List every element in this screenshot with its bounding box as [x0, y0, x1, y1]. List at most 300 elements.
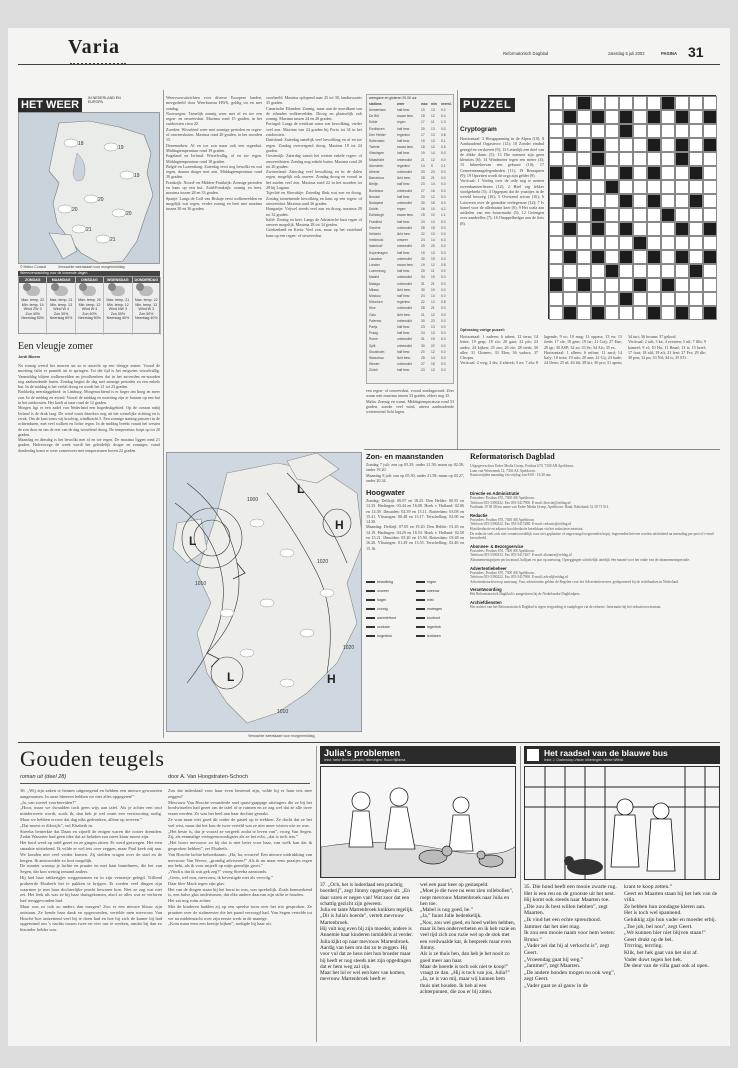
section-rule-right — [364, 449, 720, 450]
crossword-cell[interactable] — [605, 96, 619, 110]
station-table-row — [369, 220, 453, 224]
colofon-block-text: Postadres: Postbus 670, 7300 AR Apeldoorn. Telefoon 055-5390222. Fax 055-5417900. E-mail: advrd@refdag.nl Advertentietarieven op aanvraag. Voor advertenties gelden de Regelen voor het Advertentiewezen, gedeponeerd bij de rechtbanken in Nederland. — [470, 570, 679, 584]
crossword-block — [661, 96, 675, 110]
station-table-cell: 0.0 — [441, 194, 446, 199]
map-label-high-1: H — [335, 518, 344, 532]
map-label-high-2: H — [327, 672, 336, 686]
legend-label: zonnig — [377, 607, 388, 611]
netherlands-map-svg — [19, 113, 160, 264]
crossword-cell[interactable] — [689, 96, 703, 110]
crossword-block — [577, 278, 591, 292]
crossword-cell[interactable] — [675, 180, 689, 194]
crossword-cell[interactable] — [661, 264, 675, 278]
crossword-cell[interactable] — [703, 152, 717, 166]
station-table-cell: 13 — [431, 126, 435, 131]
crossword-cell[interactable] — [703, 180, 717, 194]
crossword-cell[interactable] — [619, 264, 633, 278]
crossword-cell[interactable] — [661, 306, 675, 320]
station-table-cell: onbewolkt — [397, 306, 412, 311]
julia-col-1: 37. „Och, het is inderdaad een prachtig boerderij”, zegt Jimmy opgetogen uit. „En daar varen er negen van! Wat zoor dat een schattig gezicht zijn geweest. Julia en tante Martenbroek knikken tegelijk. „Dit is Julia's boerde”, vertelt mevrouw Martenbroek. Hij vult nog even bij zijn moeder, andere is Annemie haar kinderen inmiddels al verder. Julia kijkt op naar mevrouw Martenbroek. Aardig van hem om dat zo te zeggen. Hij voor vul dat ze heus niet hun broeder maar hij heeft er nog steeds niet zijn opgedragen dat er hem weg zal zijn. Maar het lol er wel een keer van komen, mevrouw Martenbroek heeft er — [320, 882, 414, 983]
crossword-cell[interactable] — [605, 166, 619, 180]
crossword-cell[interactable] — [633, 152, 647, 166]
crossword-cell[interactable] — [675, 236, 689, 250]
station-table-cell: Rotterdam — [369, 139, 385, 143]
crossword-cell[interactable] — [577, 264, 591, 278]
crossword-cell[interactable] — [549, 194, 563, 208]
station-table-row — [369, 331, 453, 335]
legend-label: hogedruk — [377, 634, 392, 638]
crossword-cell[interactable] — [647, 222, 661, 236]
crossword-cell[interactable] — [703, 124, 717, 138]
station-table-cell: Dublin — [369, 207, 379, 212]
crossword-block — [619, 222, 633, 236]
crossword-cell[interactable] — [661, 110, 675, 124]
crossword-cell[interactable] — [563, 278, 577, 292]
crossword-cell[interactable] — [675, 96, 689, 110]
station-table-cell: 13 — [431, 132, 435, 137]
crossword-cell[interactable] — [577, 236, 591, 250]
crossword-cell[interactable] — [605, 110, 619, 124]
crossword-cell[interactable] — [549, 152, 563, 166]
station-table-cell: 20 — [421, 349, 425, 354]
crossword-cell[interactable] — [605, 236, 619, 250]
station-table-cell: 0.0 — [441, 356, 446, 360]
crossword-cell[interactable] — [577, 180, 591, 194]
puzzle-solution-title: Oplossing vorige puzzel: — [460, 328, 505, 332]
crossword-cell[interactable] — [703, 208, 717, 222]
crossword-block — [591, 208, 605, 222]
page-number: 31 — [688, 44, 704, 60]
crossword-cell[interactable] — [703, 194, 717, 208]
crossword-cell[interactable] — [633, 194, 647, 208]
legend-symbol-icon — [366, 617, 375, 619]
legend-label: isobaren — [427, 634, 441, 638]
legend-symbol-icon — [416, 608, 425, 610]
station-table-cell: Vlissingen — [369, 151, 385, 156]
forecast-day-name: DONDERDAG — [134, 278, 159, 282]
crossword-cell[interactable] — [675, 208, 689, 222]
crossword-cell[interactable] — [619, 306, 633, 320]
station-table-cell: Brussel — [369, 194, 380, 199]
crossword-cell[interactable] — [591, 264, 605, 278]
crossword-cell[interactable] — [577, 110, 591, 124]
legend-label: sneeuw — [427, 589, 440, 593]
crossword-cell[interactable] — [577, 124, 591, 138]
crossword-cell[interactable] — [675, 292, 689, 306]
hoogwater-title: Hoogwater — [366, 488, 405, 497]
station-table-cell: 34 — [421, 275, 425, 280]
crossword-cell[interactable] — [549, 236, 563, 250]
station-table-cell: 17 — [421, 132, 425, 137]
svg-text:20: 20 — [72, 207, 78, 213]
station-table-cell: 24 — [431, 170, 435, 174]
station-table-cell: 19 — [421, 263, 425, 267]
station-table-cell: 21 — [431, 281, 435, 286]
crossword-cell[interactable] — [647, 96, 661, 110]
station-table-cell: onbewolkt — [397, 343, 412, 348]
crossword-cell[interactable] — [689, 278, 703, 292]
crossword-cell[interactable] — [577, 194, 591, 208]
crossword-cell[interactable] — [563, 96, 577, 110]
crossword-cell[interactable] — [563, 124, 577, 138]
svg-text:19: 19 — [118, 145, 124, 151]
station-table-cell: 16 — [421, 207, 425, 212]
crossword-cell[interactable] — [633, 292, 647, 306]
legend-label: lagedruk — [427, 625, 441, 629]
crossword-cell[interactable] — [689, 236, 703, 250]
crossword-cell[interactable] — [605, 138, 619, 152]
crossword-cell[interactable] — [577, 138, 591, 152]
station-table-cell: onbewolkt — [397, 170, 412, 174]
crossword-cell[interactable] — [633, 110, 647, 124]
crossword-cell[interactable] — [591, 180, 605, 194]
legend-label: regen — [427, 580, 437, 584]
station-table-cell: zwaar bew. — [397, 213, 414, 218]
crossword-cell[interactable] — [549, 208, 563, 222]
crossword-cell[interactable] — [661, 250, 675, 264]
crossword-cell[interactable] — [577, 306, 591, 320]
crossword-cell[interactable] — [661, 124, 675, 138]
raadsel-title: Het raadsel van de blauwe bus — [544, 748, 668, 758]
crossword-cell[interactable] — [689, 180, 703, 194]
crossword-cell[interactable] — [619, 138, 633, 152]
header-rule — [18, 64, 720, 65]
crossword-cell[interactable] — [605, 278, 619, 292]
crossword-cell[interactable] — [563, 180, 577, 194]
section-header — [68, 36, 208, 59]
crossword-cell[interactable] — [549, 222, 563, 236]
legend-label: koufront — [427, 616, 440, 620]
raadsel-illustration-svg — [525, 767, 720, 880]
puzzle-subtitle: Cryptogram — [460, 126, 497, 133]
crossword-cell[interactable] — [563, 152, 577, 166]
station-table-cell: Stockholm — [369, 349, 385, 354]
crossword-block — [619, 194, 633, 208]
station-table-cell: 18 — [421, 114, 425, 119]
crossword-cell[interactable] — [689, 250, 703, 264]
crossword-cell[interactable] — [675, 166, 689, 180]
crossword-cell[interactable] — [675, 278, 689, 292]
station-table-cell: half bew. — [397, 250, 411, 255]
legend-label: occlusie — [377, 625, 390, 629]
crossword-cell[interactable] — [619, 96, 633, 110]
map-caption: Verwachte weerskaart voor morgenmiddag — [58, 265, 125, 269]
station-table-cell: Londen — [369, 263, 381, 267]
crossword-cell[interactable] — [619, 236, 633, 250]
station-table-row — [369, 300, 453, 304]
station-table-cell: 0.0 — [441, 325, 446, 329]
station-table-cell: Wenen — [369, 362, 380, 367]
crossword-cell[interactable] — [549, 110, 563, 124]
crossword-cell[interactable] — [689, 306, 703, 320]
crossword-cell[interactable] — [703, 96, 717, 110]
crossword-cell[interactable] — [591, 124, 605, 138]
crossword-cell[interactable] — [591, 236, 605, 250]
station-table-cell: onbewolkt — [397, 225, 412, 230]
crossword-cell[interactable] — [605, 208, 619, 222]
crossword-cell[interactable] — [703, 292, 717, 306]
colofon-block-title: Verantwoording — [470, 587, 502, 593]
crossword-cell[interactable] — [661, 236, 675, 250]
crossword-cell[interactable] — [619, 180, 633, 194]
station-table-row — [369, 306, 453, 310]
crossword-cell[interactable] — [647, 278, 661, 292]
crossword-cell[interactable] — [661, 180, 675, 194]
legend-symbol-icon — [366, 590, 375, 592]
crossword-cell[interactable] — [605, 292, 619, 306]
crossword-cell[interactable] — [689, 292, 703, 306]
crossword-cell[interactable] — [647, 180, 661, 194]
legend-item — [366, 625, 390, 629]
legend-item — [416, 589, 439, 593]
crossword-cell[interactable] — [549, 292, 563, 306]
crossword-grid[interactable] — [548, 95, 716, 319]
legend-item — [416, 634, 441, 638]
issue-date: zaterdag 6 juli 2002 — [608, 51, 645, 56]
cloud-sun-icon — [139, 286, 153, 296]
crossword-cell[interactable] — [633, 166, 647, 180]
crossword-cell[interactable] — [647, 264, 661, 278]
crossword-cell[interactable] — [619, 152, 633, 166]
crossword-block — [577, 166, 591, 180]
crossword-cell[interactable] — [605, 306, 619, 320]
crossword-cell[interactable] — [647, 208, 661, 222]
crossword-block — [689, 194, 703, 208]
station-table-cell: Moskou — [369, 294, 381, 298]
station-table-row — [369, 325, 453, 329]
col-rule-3 — [316, 746, 317, 1042]
crossword-cell[interactable] — [605, 124, 619, 138]
section-title: Varia — [68, 36, 121, 58]
crossword-cell[interactable] — [577, 222, 591, 236]
crossword-cell[interactable] — [703, 236, 717, 250]
crossword-cell[interactable] — [689, 222, 703, 236]
station-table-cell: 19 — [431, 287, 435, 292]
crossword-cell[interactable] — [647, 236, 661, 250]
station-table-cell: 1.3 — [441, 120, 446, 125]
crossword-cell[interactable] — [549, 264, 563, 278]
bus-icon — [527, 749, 539, 761]
crossword-block — [605, 180, 619, 194]
station-table-cell: half bew. — [397, 219, 411, 224]
isobar-label-5: 1020 — [343, 645, 355, 651]
station-table-cell: 23 — [421, 325, 425, 329]
crossword-cell[interactable] — [633, 180, 647, 194]
crossword-cell[interactable] — [577, 152, 591, 166]
station-table-cell: half bew. — [397, 368, 411, 373]
crossword-cell[interactable] — [563, 264, 577, 278]
crossword-cell[interactable] — [549, 250, 563, 264]
crossword-cell[interactable] — [633, 306, 647, 320]
crossword-cell[interactable] — [591, 194, 605, 208]
station-table-row — [369, 151, 453, 155]
crossword-cell[interactable] — [605, 250, 619, 264]
crossword-cell[interactable] — [591, 292, 605, 306]
crossword-cell[interactable] — [675, 124, 689, 138]
crossword-cell[interactable] — [549, 306, 563, 320]
station-table-cell: München — [369, 300, 383, 305]
crossword-cell[interactable] — [619, 278, 633, 292]
crossword-cell[interactable] — [563, 236, 577, 250]
crossword-block — [675, 222, 689, 236]
legend-item — [366, 598, 386, 602]
crossword-cell[interactable] — [675, 264, 689, 278]
crossword-cell[interactable] — [563, 208, 577, 222]
crossword-cell[interactable] — [689, 124, 703, 138]
crossword-cell[interactable] — [661, 166, 675, 180]
crossword-block — [563, 194, 577, 208]
crossword-cell[interactable] — [605, 222, 619, 236]
crossword-block — [577, 96, 591, 110]
station-table-header-cell: stations — [369, 102, 382, 106]
crossword-cell[interactable] — [647, 152, 661, 166]
station-table-cell: 0.3 — [441, 250, 446, 255]
station-table-cell: 0.4 — [441, 114, 446, 119]
map-credit: © Meteo Consult — [20, 265, 47, 269]
crossword-block — [591, 152, 605, 166]
julia-illustration — [320, 766, 516, 878]
map-label-low-1: L — [189, 534, 197, 548]
svg-text:21: 21 — [86, 227, 92, 233]
crossword-cell[interactable] — [633, 208, 647, 222]
crossword-cell[interactable] — [549, 96, 563, 110]
legend-item — [416, 580, 436, 584]
station-table-cell: half bew. — [397, 182, 411, 187]
crossword-cell[interactable] — [661, 138, 675, 152]
crossword-cell[interactable] — [633, 264, 647, 278]
crossword-cell[interactable] — [549, 180, 563, 194]
crossword-cell[interactable] — [703, 264, 717, 278]
crossword-cell[interactable] — [577, 292, 591, 306]
station-table-row — [369, 313, 453, 317]
station-table-cell: Twente — [369, 145, 380, 150]
crossword-cell[interactable] — [605, 194, 619, 208]
weather-brand-title: HET WEER — [18, 98, 82, 112]
crossword-block — [591, 222, 605, 236]
serial-subtitle: roman uit (deel 28) — [20, 774, 67, 780]
station-table-cell: 0.5 — [441, 263, 446, 267]
hoogwater-body: Zondag: Delfzijl: 06.07 en 18.25. Den Helder: 00.55 en 13.35. Harlingen: 03.44 en 16.08. Hoek v. Holland: 02.06 en 14.39. IJmuiden: 02.39 en 15.11. Rotterdam: 03.08 en 15.41. Vlissingen: 00.48 en 13.17. Terschelling: 02.00 en 14.30. Maandag: Delfzijl: 07.05 en 19.20. Den Helder: 01.45 en 14.19. Harlingen: 04.29 en 16.53. Hoek v. Holland: 02.50 en 15.21. IJmuiden: 03.20 en 15.50. Rotterdam: 03.48 en 16.20. Vlissingen: 01.29 en 13.55. Terschelling: 02.46 en 15.16. — [366, 498, 464, 551]
station-table-cell: 20 — [421, 126, 425, 131]
crossword-block — [563, 138, 577, 152]
station-table-row — [369, 294, 453, 298]
station-table-cell: 19 — [431, 337, 435, 342]
station-table-row — [369, 232, 453, 236]
crossword-cell[interactable] — [577, 250, 591, 264]
station-table-cell: 13 — [431, 250, 435, 255]
station-table-header-cell: max — [421, 102, 428, 106]
crossword-cell[interactable] — [633, 250, 647, 264]
station-table-cell: 0.2 — [441, 108, 446, 112]
station-table-row — [369, 251, 453, 255]
crossword-cell[interactable] — [703, 278, 717, 292]
station-table-cell: licht bew. — [397, 312, 411, 317]
colofon-blocks — [470, 488, 716, 788]
crossword-cell[interactable] — [563, 292, 577, 306]
station-table-cell: 23 — [431, 318, 435, 323]
crossword-cell[interactable] — [689, 152, 703, 166]
julia-title: Julia's problemen — [324, 748, 401, 758]
forecast-day-name: WOENSDAG — [104, 277, 131, 283]
station-table-cell: Madrid — [369, 275, 380, 280]
colofon-block-text: Postadres: Postbus 670, 7300 AR Apeldoorn. Telefoon 055-5390333. Fax 055-5417467. E-mail: abonnee@refdag.nl Abonnementsprijzen per kwartaal, halfjaar en jaar op aanvraag. Opzeggingen schriftelijk uiterlijk één maand voor het einde van de abonnementsperiode. — [470, 548, 690, 562]
crossword-cell[interactable] — [619, 208, 633, 222]
crossword-cell[interactable] — [661, 292, 675, 306]
crossword-cell[interactable] — [549, 138, 563, 152]
station-table-cell: 14 — [431, 151, 435, 156]
crossword-cell[interactable] — [591, 96, 605, 110]
crossword-block — [647, 194, 661, 208]
station-table-row — [369, 170, 453, 174]
station-table-cell: Oslo — [369, 312, 376, 317]
crossword-cell[interactable] — [549, 124, 563, 138]
isobar-label-2: 1010 — [195, 581, 207, 587]
station-table-cell: 0.0 — [441, 275, 446, 280]
crossword-cell[interactable] — [689, 208, 703, 222]
crossword-cell[interactable] — [675, 194, 689, 208]
crossword-cell[interactable] — [605, 152, 619, 166]
station-table-cell: 4.2 — [441, 207, 446, 212]
crossword-cell[interactable] — [591, 166, 605, 180]
station-table-cell: 31 — [421, 337, 425, 342]
crossword-cell[interactable] — [661, 152, 675, 166]
crossword-cell[interactable] — [689, 138, 703, 152]
station-table-cell: half bew. — [397, 331, 411, 336]
crossword-cell[interactable] — [647, 292, 661, 306]
station-table-row — [369, 337, 453, 341]
station-table-cell: 26 — [421, 225, 425, 230]
crossword-cell[interactable] — [563, 166, 577, 180]
forecast-strip — [18, 276, 160, 334]
station-table-row — [369, 145, 453, 149]
forecast-day — [104, 277, 132, 335]
station-table-row — [369, 282, 453, 286]
crossword-cell[interactable] — [661, 222, 675, 236]
crossword-cell[interactable] — [577, 208, 591, 222]
legend-item — [416, 616, 440, 620]
station-table-cell: 18 — [431, 201, 435, 205]
station-table-cell: 16 — [431, 188, 435, 193]
station-table-row — [369, 176, 453, 180]
netherlands-map — [18, 112, 160, 264]
crossword-cell[interactable] — [633, 96, 647, 110]
col-rule-1 — [163, 90, 164, 738]
crossword-cell[interactable] — [703, 166, 717, 180]
station-table-cell: 0.0 — [441, 225, 446, 230]
crossword-cell[interactable] — [661, 194, 675, 208]
legend-item — [416, 607, 442, 611]
crossword-cell[interactable] — [633, 124, 647, 138]
station-table-cell: 9 — [431, 163, 433, 168]
sun-moon-title: Zon- en maanstanden — [366, 452, 444, 461]
crossword-cell[interactable] — [647, 124, 661, 138]
isobar-label-1: 1000 — [247, 497, 259, 503]
crossword-block — [633, 236, 647, 250]
station-table-cell: 24 — [421, 219, 425, 224]
europe-weather-col2: voorbeeld. Maxima oplopend naar 25 tot 30, landinwaarts 35 graden. Canarische Eilanden: Zonnig, maar aan de noordkant van de eilanden wolkenvelden. Droog en plaatselijk ook zonnig. Maxima tussen 24 en 26 graden. Portugal: Langs de westkust soms wat bewolking, verder veel zon. Maxima van 24 graden bij Porto tot 34 in het zuidoosten. Duitsland: Zaterdag tamelijk veel bewolking en af en toe regen. Zondag overwegend droog. Maxima 18 tot 24 graden. Oostenrijk: Zaterdag vanuit het westen enkele regen- of onweersbuien. Zondag nog enkele buien. Maxima rond 20 tot 26 graden. Zwitserland: Zaterdag veel bewolking en in de dalen regen, mogelijk ook onweer. Zondag droog en vooral in het zuiden veel zon. Maxima rond 22 in het noorden tot 28 bij Lugano. Tsjechië en Slowakije: Zaterdag flink wat zon en droog. Zondag toenemende bewolking en kans op een regen- of onweersbui. Maxima rond 26 graden. Hongarije: Vrijwel steeds veel zon en droog, maxima 28 tot 32 graden. Italië: Zonnig en heet. Langs de Adriatische kust regen of onweer mogelijk. Maxima 28 tot 34 graden. Griekenland en Kreta: Veel zon, maar op het vasteland kans op een regen- of onweersbui. — [266, 95, 362, 238]
legend-label: hagel — [377, 598, 386, 602]
crossword-block — [689, 166, 703, 180]
station-table-cell: 22 — [421, 232, 425, 236]
crossword-block — [675, 306, 689, 320]
col-rule-4 — [520, 746, 521, 1042]
station-table-row — [369, 356, 453, 360]
crossword-cell[interactable] — [591, 278, 605, 292]
station-table-cell: half bew. — [397, 108, 411, 112]
crossword-cell[interactable] — [633, 138, 647, 152]
crossword-cell[interactable] — [633, 222, 647, 236]
crossword-cell[interactable] — [689, 110, 703, 124]
